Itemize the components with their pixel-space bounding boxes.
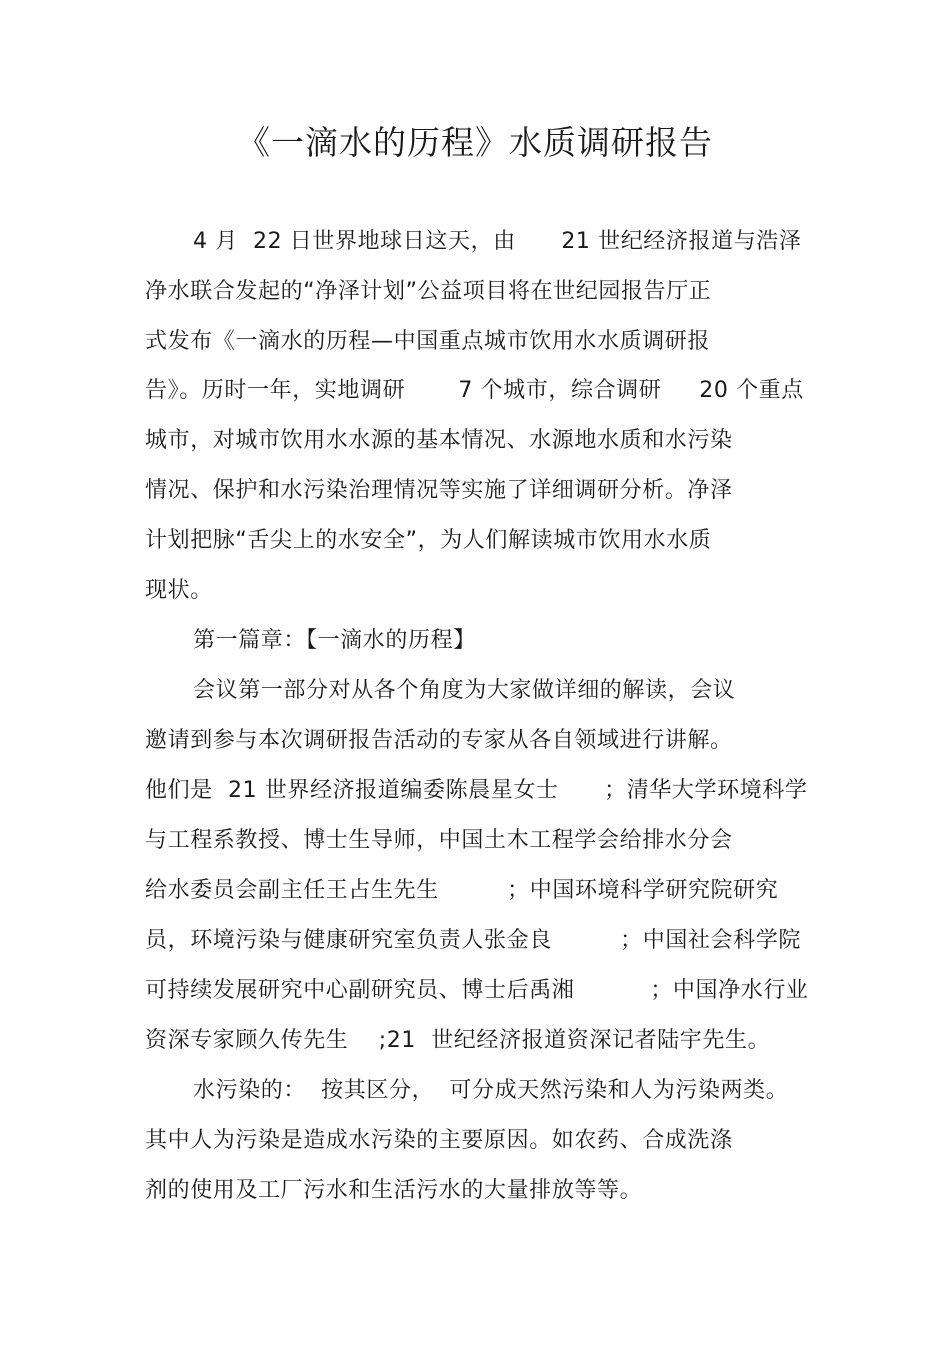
paragraph-line: 告》。历时一年，实地调研 7 个城市，综合调研 20 个重点 (145, 378, 804, 403)
paragraph-line: 邀请到参与本次调研报告活动的专家从各自领域进行讲解。 (145, 728, 733, 753)
paragraph-line: 其中人为污染是造成水污染的主要原因。如农药、合成洗涤 (145, 1128, 733, 1153)
paragraph-line: 净水联合发起的“净泽计划”公益项目将在世纪园报告厅正 (145, 279, 712, 304)
paragraph-line: 水污染的： 按其区分， 可分成天然污染和人为污染两类。 (193, 1078, 789, 1103)
paragraph-line: 与工程系教授、博士生导师，中国土木工程学会给排水分会 (145, 828, 733, 853)
paragraph-line: 给水委员会副主任王占生先生 ；中国环境科学研究院研究 (145, 878, 779, 903)
paragraph-line: 他们是 21 世界经济报道编委陈晨星女士 ；清华大学环境科学 (145, 778, 808, 803)
section-heading: 第一篇章：【一滴水的历程】 (193, 628, 476, 653)
paragraph-line: 式发布《一滴水的历程—中国重点城市饮用水水质调研报 (145, 329, 711, 354)
paragraph-line: 会议第一部分对从各个角度为大家做详细的解读，会议 (193, 678, 736, 703)
paragraph-line: 可持续发展研究中心副研究员、博士后禹湘 ；中国净水行业 (145, 978, 809, 1003)
paragraph-line: 现状。 (145, 578, 213, 603)
paragraph-line: 剂的使用及工厂污水和生活污水的大量排放等等。 (145, 1178, 643, 1203)
paragraph-line: 4 月 22 日世界地球日这天，由 21 世纪经济报道与浩泽 (193, 229, 802, 254)
document-title: 《一滴水的历程》水质调研报告 (237, 123, 713, 162)
paragraph-line: 计划把脉“舌尖上的水安全”，为人们解读城市饮用水水质 (145, 528, 712, 553)
paragraph-line: 员，环境污染与健康研究室负责人张金良 ；中国社会科学院 (145, 928, 801, 953)
paragraph-line: 城市，对城市饮用水水源的基本情况、水源地水质和水污染 (145, 428, 733, 453)
paragraph-line: 资深专家顾久传先生 ;21 世纪经济报道资深记者陆宇先生。 (145, 1028, 771, 1053)
paragraph-line: 情况、保护和水污染治理情况等实施了详细调研分析。净泽 (145, 478, 733, 503)
